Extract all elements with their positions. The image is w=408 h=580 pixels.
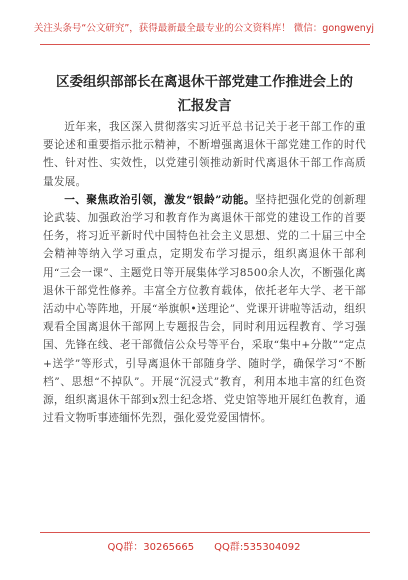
qq-group-2: QQ群:535304092 [214,542,301,553]
footer-banner [0,538,408,553]
document-body [43,118,366,427]
header-banner: 关注头条号“公文研究”，获得最新最全最专业的公文资料库！ 微信：gongwenyj [33,23,375,34]
footer-divider [40,532,370,533]
qq-group-1: QQ群：30265665 [107,542,195,553]
document-title: 区委组织部部长在离退休干部党建工作推进会上的汇报发言 [56,74,353,114]
header-divider [40,44,370,45]
section-1-heading: 一、聚焦政治引领，激发“银龄”动能。 [64,193,256,206]
section-1-paragraph [43,191,366,428]
section-1-body: 坚持把强化党的创新理论武装、加强政治学习和教育作为离退休干部党的建设工作的首要任务，将习近平新时代中国特色社会主义思想、党的二十届三中全会精神等纳入学习重点，定期发布学习提示，组织离退休干部利用“三会一课”、主题党日等开展集体学习8500余人次，不断强化离退休干部党性修养。丰富全方位教育载体，依托老年大学、老干部活动中心等阵地，开展“举旗帜•送理论”、党课开讲啦等活动，组织观看全国离退休干部网上专题报告会，同时利用远程教育、学习强国、先锋在线、老干部微信公众号等平台，采取“集中+分散”“定点+送学”等形式，引导离退休干部随身学、随时学，确保学习“不断档”、思想“不掉队”。开展“沉浸式”教育，利用本地丰富的红色资源，组织离退休干部到x烈士纪念塔、党史馆等地开展红色教育，通过看文物听事迹缅怀先烈，强化爱党爱国情怀。 [43,193,367,425]
intro-paragraph: 近年来，我区深入贯彻落实习近平总书记关于老干部工作的重要论述和重要指示批示精神，不断增强离退休干部党建工作的时代性、针对性、实效性，以党建引领推动新时代离退休干部工作高质量发展。 [43,121,366,188]
